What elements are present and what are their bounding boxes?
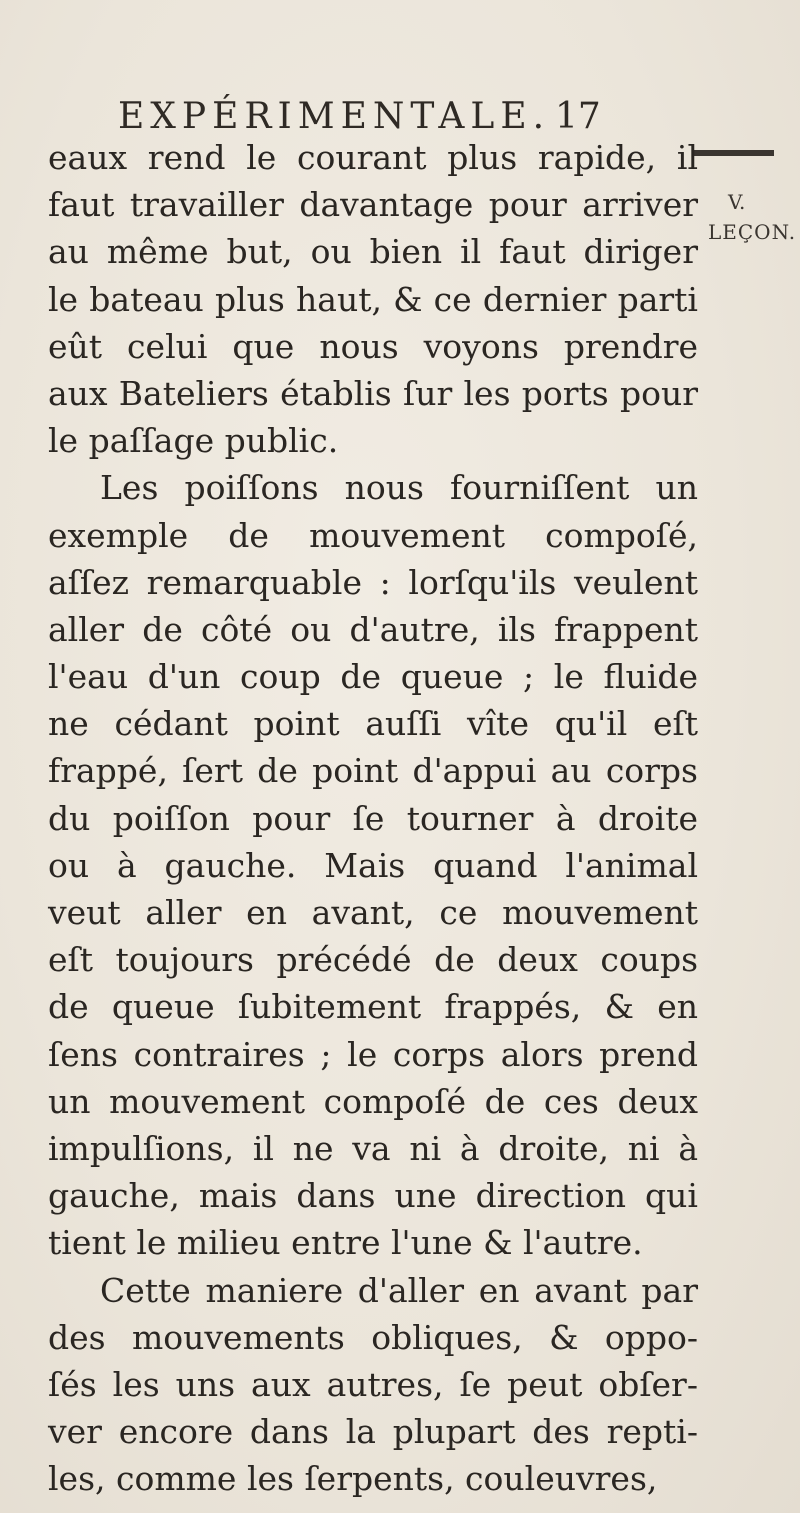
text-line: impulſions, il ne va ni à droite, ni à [48, 1128, 698, 1168]
text-line: aux Bateliers établis ſur les ports pour [48, 373, 698, 413]
text-line: ne cédant point auſſi vîte qu'il eſt [48, 704, 698, 744]
body-text [38, 134, 698, 1502]
text-line: aller de côté ou d'autre, ils frappent [48, 609, 698, 649]
text-line: au même but, ou bien il faut diriger [48, 232, 698, 272]
text-line: de queue ſubitement frappés, & en [48, 987, 698, 1027]
text-line: exemple de mouvement compoſé, [48, 515, 698, 555]
text-line: Cette maniere d'aller en avant par [100, 1270, 698, 1310]
text-line: les, comme les ſerpents, couleuvres, [48, 1459, 658, 1499]
text-line: l'eau d'un coup de queue ; le fluide [48, 657, 698, 697]
text-line: gauche, mais dans une direction qui [48, 1176, 698, 1216]
text-line: le bateau plus haut, & ce dernier parti [48, 279, 698, 319]
page-number: 17 [555, 96, 601, 137]
text-line: ſens contraires ; le corps alors prend [48, 1034, 698, 1074]
text-line: ver encore dans la plupart des repti- [48, 1412, 698, 1452]
text-line: un mouvement compoſé de ces deux [48, 1081, 698, 1121]
text-line: frappé, ſert de point d'appui au corps [48, 751, 698, 791]
margin-note-lecon: LEÇON. [708, 220, 797, 244]
text-line: aſſez remarquable : lorſqu'ils veulent [48, 562, 698, 602]
text-line: Les poiſſons nous fourniſſent un [100, 468, 698, 508]
text-line: veut aller en avant, ce mouvement [48, 893, 698, 932]
margin-rule [694, 150, 774, 156]
text-line: faut travailler davantage pour arriver [48, 185, 698, 225]
text-line: eaux rend le courant plus rapide, il [48, 138, 698, 177]
text-line: ſés les uns aux autres, ſe peut obſer- [48, 1364, 698, 1404]
running-head: EXPÉRIMENTALE. [118, 96, 551, 137]
text-line: eſt toujours précédé de deux coups [48, 940, 698, 980]
text-line: le paſſage public. [48, 421, 339, 461]
margin-note-number: V. [728, 190, 746, 214]
text-line: tient le milieu entre l'une & l'autre. [48, 1223, 643, 1263]
text-line: du poiſſon pour ſe tourner à droite [48, 798, 698, 838]
text-line: ou à gauche. Mais quand l'animal [48, 845, 698, 885]
text-line: des mouvements obliques, & oppo- [48, 1317, 698, 1357]
text-line: eût celui que nous voyons prendre [48, 326, 698, 366]
